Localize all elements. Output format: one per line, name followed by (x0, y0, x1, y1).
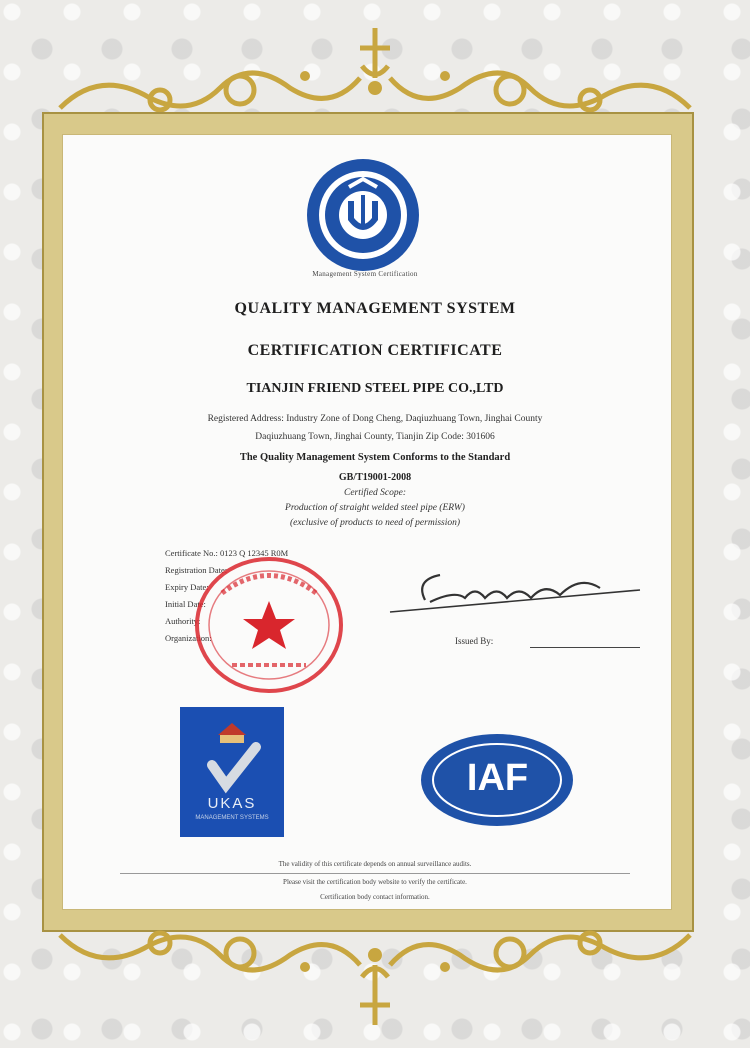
company-name: TIANJIN FRIEND STEEL PIPE CO.,LTD (246, 381, 504, 396)
scope-line2: (exclusive of products to need of permission) (289, 518, 461, 528)
ukas-subtext: MANAGEMENT SYSTEMS (195, 815, 269, 821)
signature (385, 560, 645, 625)
scope-label: Certified Scope: (344, 488, 406, 498)
scope-line1: Production of straight welded steel pipe (ERW) (285, 503, 465, 513)
info-line: Initial Date: (165, 599, 206, 609)
footer-line1: The validity of this certificate depends on annual surveillance audits. (278, 860, 472, 868)
certificate-title-line2: CERTIFICATION CERTIFICATE (247, 342, 503, 359)
ornament-top-icon (40, 18, 710, 118)
conformity-statement: The Quality Management System Conforms to the Standard (239, 452, 511, 463)
info-line: Certificate No.: 0123 Q 12345 R0M (165, 548, 289, 558)
footer-line2: Please visit the certification body website to verify the certificate. (283, 878, 467, 886)
certification-seal-icon (305, 157, 421, 273)
ukas-text: UKAS (207, 795, 257, 812)
iaf-text: IAF (466, 757, 529, 799)
address-line2: Daqiuzhuang Town, Jinghai County, Tianjin Zip Code: 301606 (255, 432, 495, 442)
footer-rule (120, 873, 630, 874)
iaf-logo (420, 733, 575, 828)
footer-line3: Certification body contact information. (320, 893, 430, 901)
ukas-checkmark-logo (180, 707, 284, 837)
info-line: Expiry Date: (165, 582, 209, 592)
seal-caption: Management System Certification (312, 270, 418, 278)
address-line1: Registered Address: Industry Zone of Dong Cheng, Daqiuzhuang Town, Jinghai County (207, 414, 543, 424)
info-line: Registration Date: (165, 565, 228, 575)
red-official-stamp-icon (192, 553, 347, 698)
info-line: Authority: (165, 616, 201, 626)
standard-code: GB/T19001-2008 (338, 472, 412, 483)
info-line: Organization: (165, 633, 212, 643)
ornament-bottom-icon (40, 925, 710, 1035)
issued-by-label: Issued By: (455, 636, 494, 646)
issued-by-line (530, 647, 640, 648)
certificate-title-line1: QUALITY MANAGEMENT SYSTEM (234, 300, 516, 317)
